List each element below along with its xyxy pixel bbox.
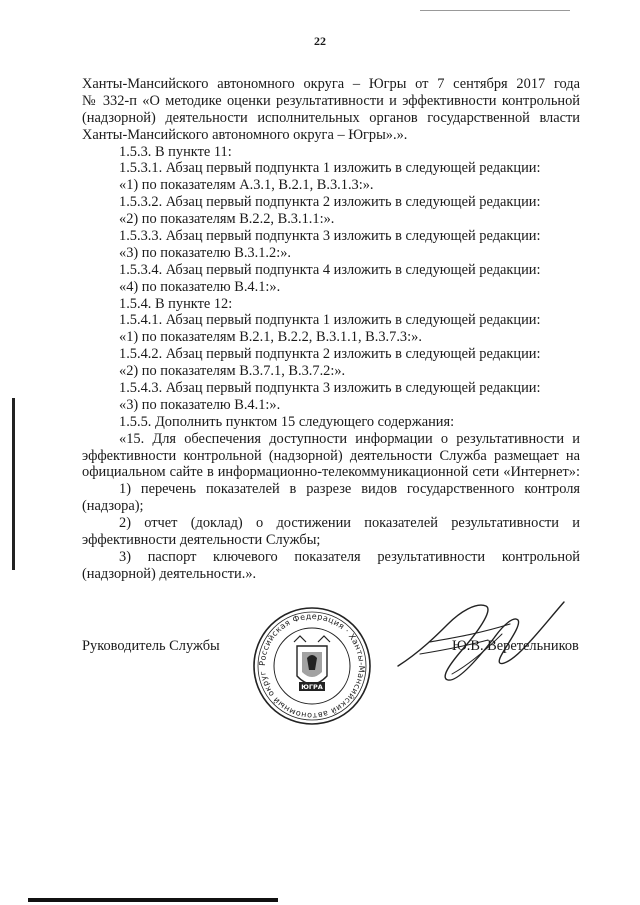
text-line: 1.5.3. В пункте 11: bbox=[119, 143, 232, 160]
scan-artifact-margin bbox=[12, 398, 15, 570]
text-line: 1.5.4.3. Абзац первый подпункта 3 изложить в следующей редакции: bbox=[119, 380, 541, 397]
text-line: «2) по показателям В.2.2, В.3.1.1:». bbox=[119, 211, 335, 228]
signer-name: Ю.В. Веретельников bbox=[452, 638, 579, 654]
text-line: 2) отчет (доклад) о достижении показателей результативности и bbox=[119, 515, 580, 532]
scan-artifact-bottom bbox=[28, 898, 278, 902]
text-line: «3) по показателю В.4.1:». bbox=[119, 396, 281, 413]
text-line: (надзорной) деятельности.». bbox=[82, 565, 257, 582]
seal-ring-text: Российская Федерация · Ханты-Мансийский автономный округ bbox=[257, 611, 367, 721]
signer-title: Руководитель Службы bbox=[82, 638, 220, 654]
text-line: 1.5.3.3. Абзац первый подпункта 3 изложить в следующей редакции: bbox=[119, 228, 541, 245]
text-line: «2) по показателям В.3.7.1, В.3.7.2:». bbox=[119, 363, 346, 380]
text-line: Ханты-Мансийского автономного округа – Югры от 7 сентября 2017 года bbox=[82, 76, 580, 92]
text-line: 1.5.4.2. Абзац первый подпункта 2 изложить в следующей редакции: bbox=[119, 346, 541, 363]
text-line: «1) по показателям В.2.1, В.2.2, В.3.1.1, В.3.7.3:». bbox=[119, 329, 422, 346]
seal-inner-text: ЮГРА bbox=[301, 683, 323, 691]
text-line: 1.5.3.2. Абзац первый подпункта 2 изложить в следующей редакции: bbox=[119, 194, 541, 211]
text-line: 1.5.3.1. Абзац первый подпункта 1 изложить в следующей редакции: bbox=[119, 160, 541, 177]
text-line: 1) перечень показателей в разрезе видов государственного контроля bbox=[119, 481, 580, 498]
page-number: 22 bbox=[314, 34, 326, 48]
text-line: (надзорной) деятельности исполнительных органов государственной власти bbox=[82, 109, 580, 126]
text-line: «15. Для обеспечения доступности информации о результативности и bbox=[119, 430, 580, 447]
official-seal bbox=[252, 606, 372, 726]
text-line: Ханты-Мансийского автономного округа – Югры».». bbox=[82, 126, 408, 143]
text-line: (надзора); bbox=[82, 498, 144, 515]
text-line: 1.5.5. Дополнить пунктом 15 следующего содержания: bbox=[119, 413, 455, 430]
text-line: «1) по показателям А.3.1, В.2.1, В.3.1.3:». bbox=[119, 177, 374, 194]
text-line: официальном сайте в информационно-телекоммуникационной сети «Интернет»: bbox=[82, 464, 580, 481]
text-line: 1.5.4.1. Абзац первый подпункта 1 изложить в следующей редакции: bbox=[119, 312, 541, 329]
text-line: № 332-п «О методике оценки результативности и эффективности контрольной bbox=[82, 92, 580, 109]
text-line: 1.5.4. В пункте 12: bbox=[119, 295, 233, 312]
text-line: эффективности деятельности Службы; bbox=[82, 532, 321, 549]
text-line: 3) паспорт ключевого показателя результативности контрольной bbox=[119, 548, 580, 565]
scan-artifact-top bbox=[420, 10, 570, 11]
text-line: «4) по показателю В.4.1:». bbox=[119, 278, 281, 295]
text-line: 1.5.3.4. Абзац первый подпункта 4 изложить в следующей редакции: bbox=[119, 261, 541, 278]
text-line: «3) по показателю В.3.1.2:». bbox=[119, 244, 292, 261]
document-body bbox=[82, 76, 580, 583]
text-line: эффективности контрольной (надзорной) деятельности Служба размещает на bbox=[82, 447, 580, 464]
